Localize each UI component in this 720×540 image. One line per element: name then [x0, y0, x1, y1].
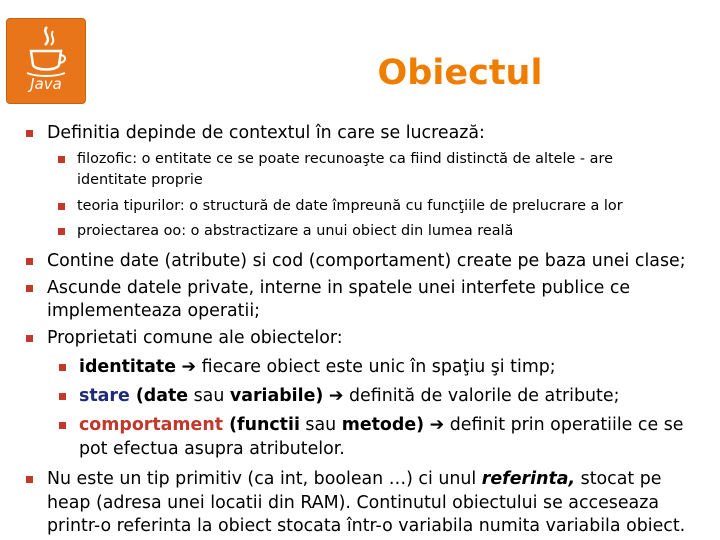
- sub-item-stare: [79, 385, 619, 407]
- item-text: printr-o referinta la obiect stocata într-o variabila numita variabila obiect.: [47, 516, 686, 536]
- item-text: identitate proprie: [77, 172, 203, 188]
- term-variabile: variabile): [229, 386, 324, 406]
- item-text: definită de valorile de atribute;: [343, 386, 620, 406]
- bullet-square-icon: [58, 203, 65, 210]
- page-title: Obiectul: [377, 53, 543, 93]
- bullet-item-proprietati: [47, 327, 343, 349]
- term-open: (: [129, 386, 144, 406]
- item-text: Proprietati comune ale obiectelor:: [47, 328, 343, 348]
- item-text: definit prin operatiile ce se: [444, 415, 684, 435]
- item-text: teoria tipurilor: o structură de date împreună cu funcţiile de prelucrare a lor: [77, 198, 623, 214]
- java-logo-label: Java: [30, 75, 62, 93]
- sub-item-filozofic: [77, 149, 613, 169]
- bullet-item-referinta-cont2: [47, 515, 685, 537]
- term-stare: stare: [79, 386, 130, 406]
- term-sep: sau: [188, 386, 230, 406]
- sub-item-identitate: [79, 356, 556, 378]
- item-text: filozofic: o entitate ce se poate recunoaşte ca fiind distinctă de altele - are: [77, 151, 613, 167]
- bullet-square-icon: [59, 422, 66, 429]
- sub-item-comportament: [79, 414, 683, 436]
- term-functii: functii: [237, 415, 300, 435]
- bullet-square-icon: [26, 476, 33, 483]
- item-text: implementeaza operatii;: [47, 301, 261, 321]
- arrow-icon: ➔: [323, 386, 344, 406]
- bullet-square-icon: [26, 258, 33, 265]
- item-text: Contine date (atribute) si cod (comportament) create pe baza unei clase;: [47, 251, 686, 271]
- bullet-item-referinta-cont: [47, 492, 659, 514]
- item-text: fiecare obiect este unic în spaţiu şi timp;: [196, 357, 556, 377]
- bullet-square-icon: [58, 228, 65, 235]
- arrow-icon: ➔: [181, 357, 197, 377]
- term-identitate: identitate: [79, 357, 177, 377]
- item-text: stocat pe: [575, 469, 662, 489]
- bullet-item-definition: [47, 122, 485, 144]
- item-text: Ascunde datele private, interne in spatele unei interfete publice ce: [47, 278, 631, 298]
- bullet-item-contine: [47, 250, 686, 272]
- term-comportament: comportament: [79, 415, 224, 435]
- java-logo: [6, 18, 86, 104]
- item-text: pot efectua asupra atributelor.: [79, 439, 345, 459]
- bullet-square-icon: [59, 393, 66, 400]
- item-text: heap (adresa unei locatii din RAM). Continutul obiectului se acceseaza: [47, 493, 659, 513]
- bullet-square-icon: [26, 335, 33, 342]
- bullet-item-ascunde: [47, 277, 630, 299]
- term-sep: sau: [299, 415, 342, 435]
- sub-item-filozofic-cont: [77, 170, 203, 190]
- term-referinta: referinta,: [481, 469, 576, 489]
- bullet-item-referinta: [47, 468, 661, 490]
- bullet-item-ascunde-cont: [47, 300, 260, 322]
- bullet-square-icon: [26, 130, 33, 137]
- item-text: proiectarea oo: o abstractizare a unui obiect din lumea reală: [77, 223, 514, 239]
- bullet-square-icon: [59, 364, 66, 371]
- item-text: Definitia depinde de contextul în care se lucrează:: [47, 123, 485, 143]
- sub-item-proiectarea-oo: [77, 221, 513, 241]
- sub-item-teoria-tipurilor: [77, 196, 623, 216]
- sub-item-comportament-cont: [79, 438, 345, 460]
- bullet-square-icon: [58, 156, 65, 163]
- arrow-icon: ➔: [424, 415, 445, 435]
- bullet-square-icon: [26, 285, 33, 292]
- term-date: date: [143, 386, 189, 406]
- term-metode: metode): [341, 415, 425, 435]
- term-open: (: [223, 415, 238, 435]
- item-text: Nu este un tip primitiv (ca int, boolean …) ci unul: [47, 469, 482, 489]
